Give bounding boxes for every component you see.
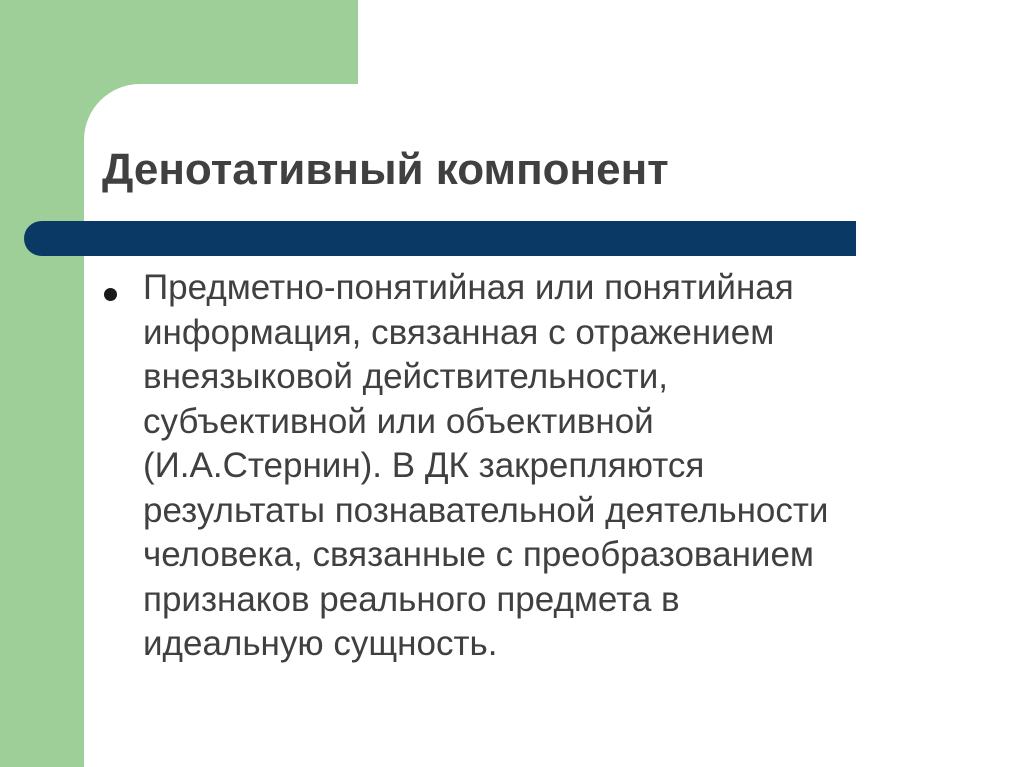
bullet-icon	[104, 288, 117, 301]
title-divider-bar	[24, 221, 856, 256]
bullet-text: Предметно-понятийная или понятийная информация, связанная с отражением внеязыковой действительности, субъективной или объективной (И.А.Стернин). В ДК закрепляются результаты познавательной деятельности человека, связанные с преобразованием признаков реального предмета в идеальную сущность.	[143, 268, 829, 663]
bullet-item	[104, 266, 984, 667]
slide-title: Денотативный компонент	[102, 145, 669, 194]
